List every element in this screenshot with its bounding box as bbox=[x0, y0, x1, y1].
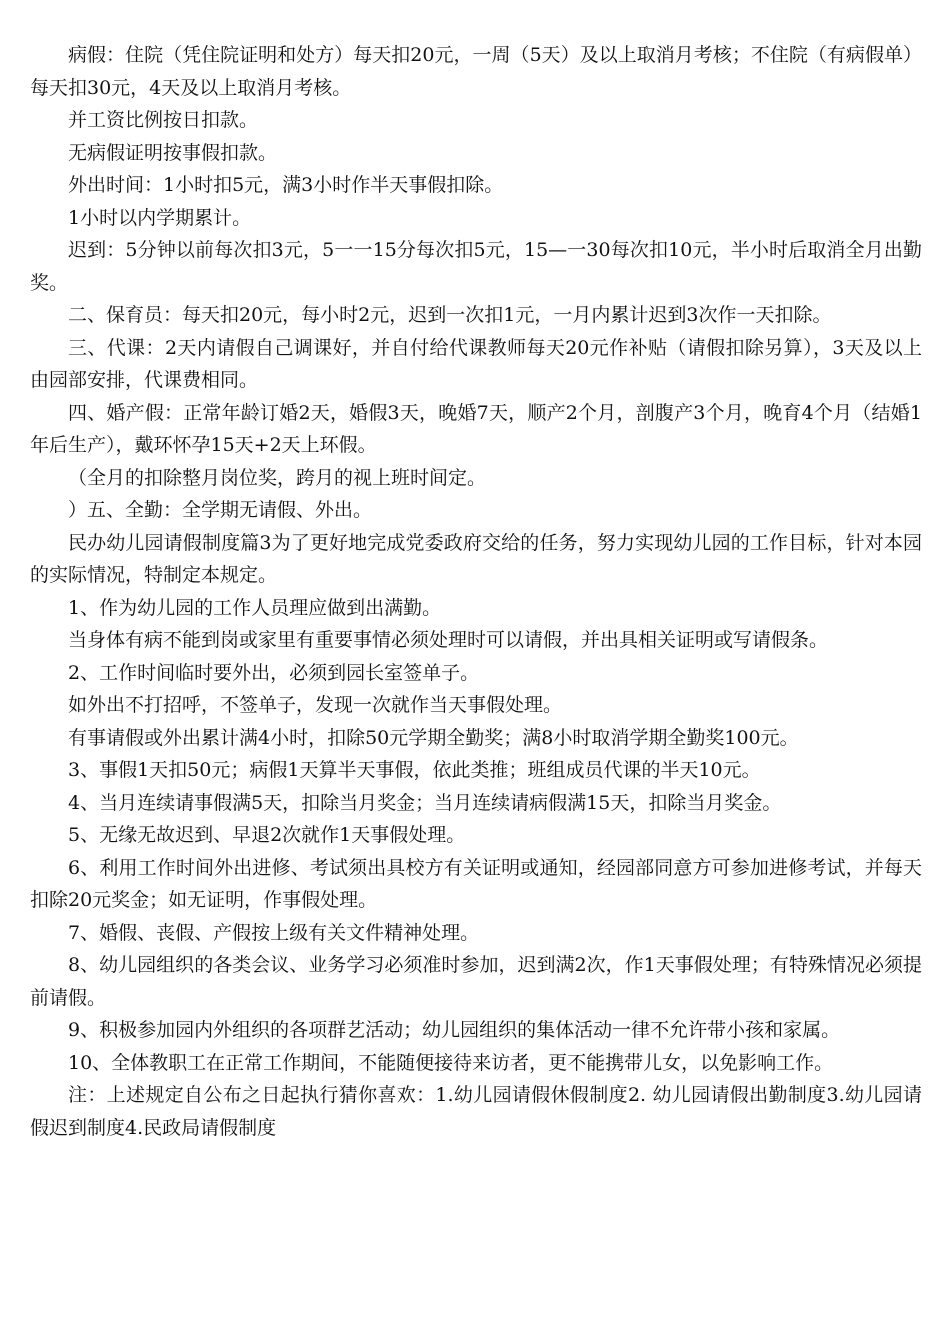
paragraph-substitute-teaching: 三、代课：2天内请假自己调课好，并自付给代课教师每天20元作补贴（请假扣除另算），3天及以上由园部安排，代课费相同。 bbox=[30, 336, 922, 391]
paragraph-rule-4: 4、当月连续请事假满5天，扣除当月奖金；当月连续请病假满15天，扣除当月奖金。 bbox=[68, 791, 782, 814]
paragraph-no-certificate: 无病假证明按事假扣款。 bbox=[68, 141, 278, 164]
paragraph-full-attendance: ）五、全勤：全学期无请假、外出。 bbox=[68, 499, 373, 521]
paragraph-rule-3: 3、事假1天扣50元；病假1天算半天事假，依此类推；班组成员代课的半天10元。 bbox=[68, 759, 761, 781]
paragraph-salary-deduction: 并工资比例按日扣款。 bbox=[68, 109, 259, 131]
paragraph-rule-5: 5、无缘无故迟到、早退2次就作1天事假处理。 bbox=[68, 824, 466, 846]
paragraph-sick-leave: 病假：住院（凭住院证明和处方）每天扣20元，一周（5天）及以上取消月考核；不住院（有病假单）每天扣30元，4天及以上取消月考核。 bbox=[30, 44, 922, 99]
paragraph-nursery-staff: 二、保育员：每天扣20元，每小时2元，迟到一次扣1元，一月内累计迟到3次作一天扣除。 bbox=[68, 304, 832, 326]
paragraph-rule-6: 6、利用工作时间外出进修、考试须出具校方有关证明或通知，经园部同意方可参加进修考试，并每天扣除20元奖金；如无证明，作事假处理。 bbox=[30, 856, 922, 911]
paragraph-article-3-intro: 民办幼儿园请假制度篇3为了更好地完成党委政府交给的任务，努力实现幼儿园的工作目标，针对本园的实际情况，特制定本规定。 bbox=[30, 531, 922, 586]
paragraph-rule-2-detail: 如外出不打招呼，不签单子，发现一次就作当天事假处理。 bbox=[68, 694, 563, 716]
paragraph-rule-9: 9、积极参加园内外组织的各项群艺活动；幼儿园组织的集体活动一律不允许带小孩和家属。 bbox=[68, 1019, 841, 1041]
paragraph-rule-2-bonus: 有事请假或外出累计满4小时，扣除50元学期全勤奖；满8小时取消学期全勤奖100元。 bbox=[68, 726, 799, 749]
paragraph-lateness: 迟到：5分钟以前每次扣3元，5一一15分每次扣5元，15—一30每次扣10元，半小时后取消全月出勤奖。 bbox=[30, 239, 922, 294]
paragraph-rule-1-detail: 当身体有病不能到岗或家里有重要事情必须处理时可以请假，并出具相关证明或写请假条。 bbox=[68, 629, 829, 651]
paragraph-outing-time: 外出时间：1小时扣5元，满3小时作半天事假扣除。 bbox=[68, 174, 504, 196]
paragraph-rule-2: 2、工作时间临时要外出，必须到园长室签单子。 bbox=[68, 661, 480, 684]
document-page bbox=[30, 39, 922, 1144]
paragraph-rule-7: 7、婚假、丧假、产假按上级有关文件精神处理。 bbox=[68, 921, 480, 944]
paragraph-term-cumulative: 1小时以内学期累计。 bbox=[68, 206, 252, 229]
paragraph-rule-8: 8、幼儿园组织的各类会议、业务学习必须准时参加，迟到满2次，作1天事假处理；有特殊情况必须提前请假。 bbox=[30, 954, 922, 1009]
paragraph-monthly-deduction: （全月的扣除整月岗位奖，跨月的视上班时间定。 bbox=[68, 466, 487, 489]
paragraph-rule-10: 10、全体教职工在正常工作期间，不能随便接待来访者，更不能携带儿女，以免影响工作。 bbox=[68, 1051, 834, 1074]
paragraph-note-related: 注：上述规定自公布之日起执行猜你喜欢：1.幼儿园请假休假制度2. 幼儿园请假出勤制度3.幼儿园请假迟到制度4.民政局请假制度 bbox=[30, 1084, 922, 1139]
paragraph-marriage-maternity: 四、婚产假：正常年龄订婚2天，婚假3天，晚婚7天，顺产2个月，剖腹产3个月，晚育4个月（结婚1年后生产），戴环怀孕15天+2天上环假。 bbox=[30, 401, 922, 456]
paragraph-rule-1: 1、作为幼儿园的工作人员理应做到出满勤。 bbox=[68, 596, 442, 619]
